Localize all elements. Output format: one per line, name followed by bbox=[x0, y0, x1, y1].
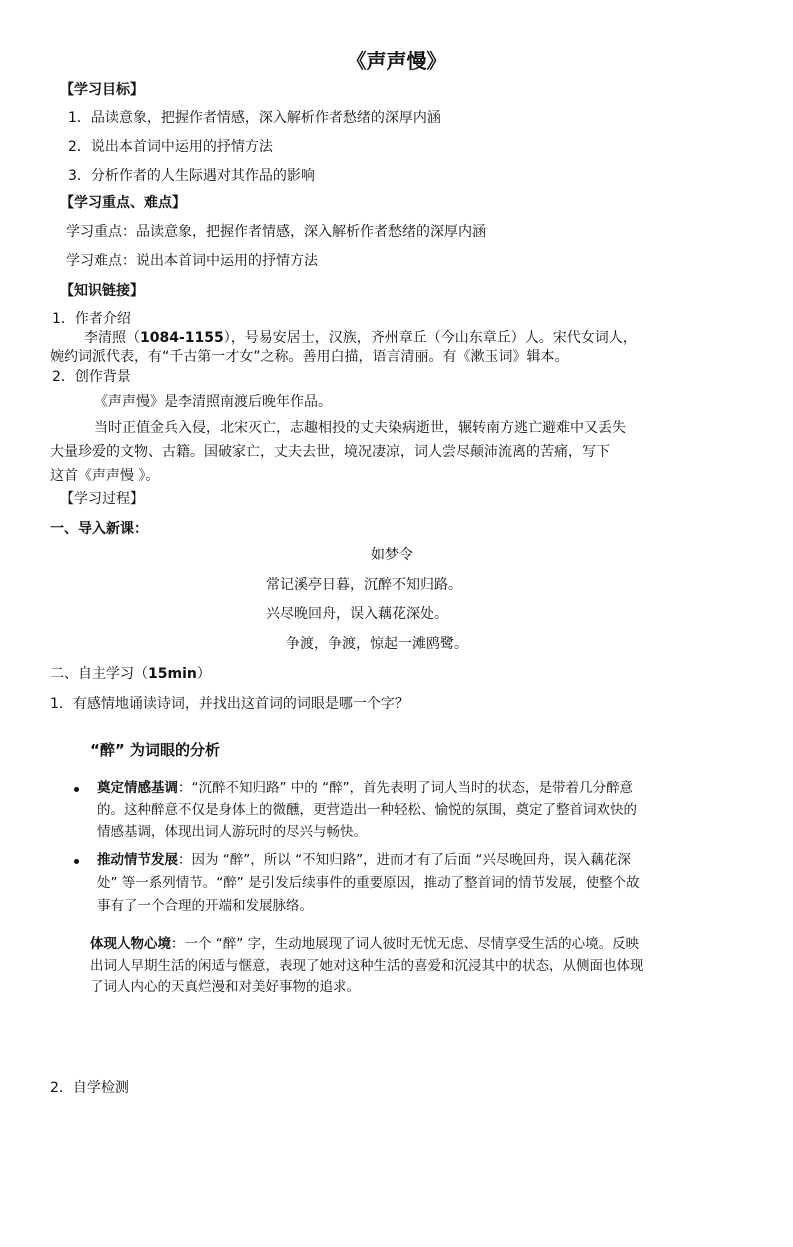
bullet-dot bbox=[74, 859, 79, 864]
self-study-heading: 二、自主学习（15min） bbox=[50, 666, 211, 682]
objective-item: 1．品读意象，把握作者情感，深入解析作者愁绪的深厚内涵 bbox=[68, 110, 441, 126]
author-heading: 1．作者介绍 bbox=[52, 311, 131, 327]
analysis-bullet-line: 处” 等一系列情节。“醉” 是引发后续事件的重要原因，推动了整首词的情节发展，使整个故 bbox=[97, 875, 640, 891]
analysis-paragraph-line: 体现人物心境：一个 “醉” 字，生动地展现了词人彼时无忧无虑、尽情享受生活的心境。反映 bbox=[90, 936, 640, 952]
bullet-dot bbox=[74, 787, 79, 792]
analysis-bullet-line: 推动情节发展：因为 “醉”，所以 “不知归路”，进而才有了后面 “兴尽晚回舟，误入藕花深 bbox=[97, 852, 631, 868]
author-line-2: 婉约词派代表，有“千古第一才女”之称。善用白描，语言清丽。有《漱玉词》辑本。 bbox=[50, 349, 569, 365]
poem-title: 如梦令 bbox=[371, 547, 413, 563]
background-heading: 2．创作背景 bbox=[52, 369, 131, 385]
poem-line: 争渡，争渡，惊起一滩鸥鹭。 bbox=[286, 636, 468, 652]
key-difficulty: 学习难点：说出本首词中运用的抒情方法 bbox=[66, 253, 318, 269]
knowledge-heading: 【知识链接】 bbox=[60, 283, 144, 299]
background-line: 当时正值金兵入侵，北宋灭亡，志趣相投的丈夫染病逝世，辗转南方逃亡避难中又丢失 bbox=[94, 420, 626, 436]
objectives-heading: 【学习目标】 bbox=[60, 82, 144, 98]
page-title: 《声声慢》 bbox=[346, 49, 447, 73]
intro-heading: 一、导入新课： bbox=[50, 521, 148, 537]
analysis-heading: “醉” 为词眼的分析 bbox=[90, 741, 220, 759]
poem-line: 常记溪亭日暮，沉醉不知归路。 bbox=[266, 577, 462, 593]
analysis-paragraph-line: 出词人早期生活的闲适与惬意，表现了她对这种生活的喜爱和沉浸其中的状态，从侧面也体现 bbox=[90, 958, 644, 974]
key-focus: 学习重点：品读意象，把握作者情感，深入解析作者愁绪的深厚内涵 bbox=[66, 224, 486, 240]
analysis-bullet-line: 的。这种醉意不仅是身体上的微醺，更营造出一种轻松、愉悦的氛围，奠定了整首词欢快的 bbox=[97, 802, 637, 818]
author-line-1: 李清照（1084-1155），号易安居士，汉族，齐州章丘（今山东章丘）人。宋代女词人， bbox=[84, 330, 637, 346]
background-paragraph: 《声声慢》是李清照南渡后晚年作品。 bbox=[94, 394, 332, 410]
background-line: 大量珍爱的文物、古籍。国破家亡，丈夫去世，境况凄凉，词人尝尽颠沛流离的苦痛，写下 bbox=[50, 444, 610, 460]
analysis-bullet-line: 情感基调，体现出词人游玩时的尽兴与畅快。 bbox=[97, 824, 367, 840]
analysis-paragraph-line: 了词人内心的天真烂漫和对美好事物的追求。 bbox=[90, 979, 360, 995]
objective-item: 3．分析作者的人生际遇对其作品的影响 bbox=[68, 168, 315, 184]
analysis-bullet-line: 事有了一个合理的开端和发展脉络。 bbox=[97, 898, 313, 914]
question-1: 1．有感情地诵读诗词，并找出这首词的词眼是哪一个字？ bbox=[50, 696, 409, 712]
key-points-heading: 【学习重点、难点】 bbox=[60, 195, 186, 211]
objective-item: 2．说出本首词中运用的抒情方法 bbox=[68, 139, 273, 155]
poem-line: 兴尽晚回舟，误入藕花深处。 bbox=[266, 606, 448, 622]
background-line: 这首《声声慢 》。 bbox=[50, 468, 160, 484]
question-2: 2．自学检测 bbox=[50, 1080, 129, 1096]
process-heading: 【学习过程】 bbox=[60, 491, 144, 507]
analysis-bullet-line: 奠定情感基调：“沉醉不知归路” 中的 “醉”，首先表明了词人当时的状态，是带着几分醉意 bbox=[97, 780, 634, 796]
